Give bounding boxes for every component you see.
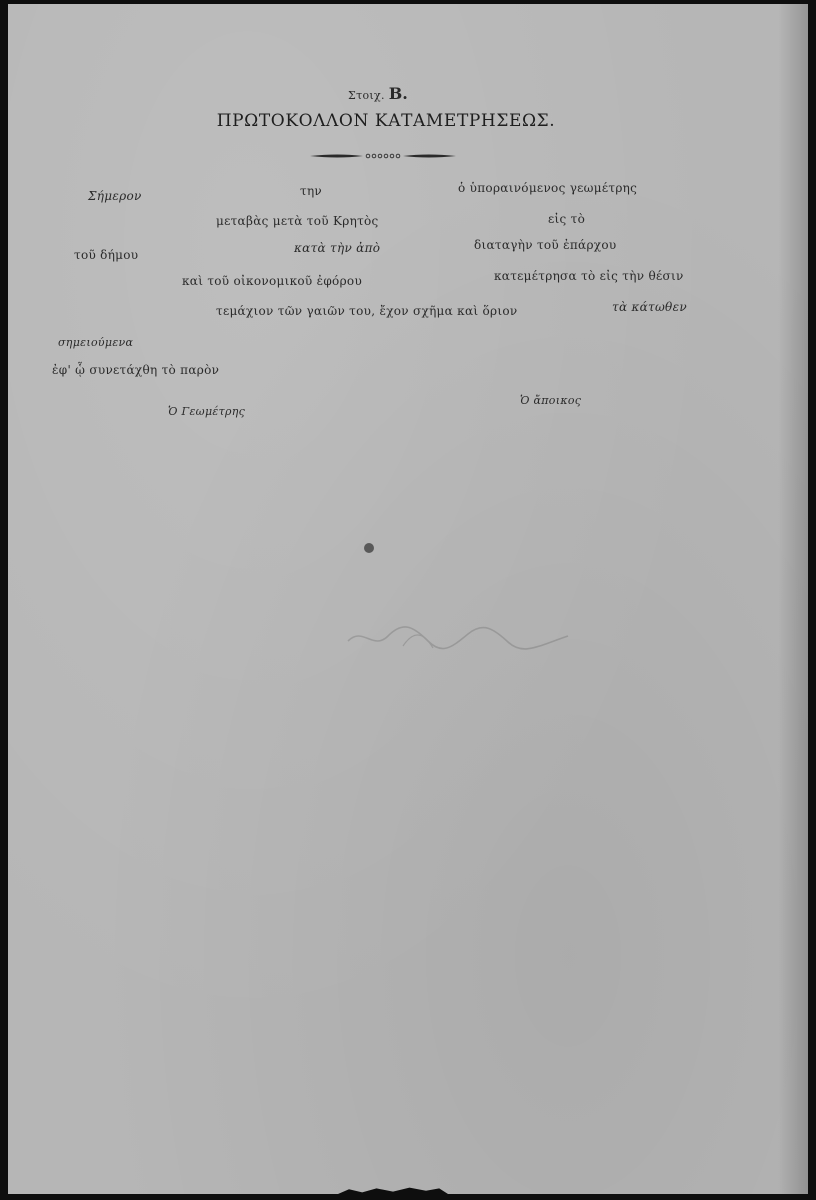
document-title: ΠΡΩΤΟΚΟΛΛΟΝ ΚΑΤΑΜΕΤΡΗΣΕΩΣ. (216, 111, 556, 131)
form-line2-right: εἰς τὸ (548, 212, 586, 226)
form-line4-left: καὶ τοῦ οἰκονομικοῦ ἐφόρου (182, 274, 363, 288)
signature-settler: Ὁ ἄποικος (520, 394, 582, 407)
form-line7: ἐφ' ᾧ συνετάχθη τὸ παρὸν (52, 363, 220, 377)
form-line4-right: κατεμέτρησα τὸ εἰς τὴν θέσιν (494, 269, 684, 283)
ink-stain (364, 543, 374, 553)
page-edge-shadow (778, 4, 808, 1194)
form-line1-right: ὁ ὑποραινόμενος γεωμέτρης (458, 181, 638, 195)
signature-geometer: Ὁ Γεωμέτρης (168, 405, 246, 418)
faded-handwriting-watermark (343, 616, 573, 656)
form-line1-mid: την (300, 184, 323, 198)
series-label (348, 84, 408, 103)
series-letter: Β. (388, 84, 408, 103)
form-line3-right: διαταγὴν τοῦ ἐπάρχου (474, 238, 617, 252)
form-line3-mid: κατὰ τὴν ἀπὸ (294, 241, 381, 255)
title-ornament (308, 151, 458, 161)
document-page (8, 4, 808, 1194)
form-line5-left: τεμάχιον τῶν γαιῶν του, ἔχον σχῆμα καὶ ὅριον (216, 304, 518, 318)
series-label-text: Στοιχ. (348, 89, 385, 102)
form-line1-left: Σήμερον (88, 189, 142, 203)
form-line6: σημειούμενα (58, 336, 134, 349)
form-line5-right: τὰ κάτωθεν (612, 300, 687, 314)
page-tear (338, 1186, 448, 1194)
form-line2-left: μεταβὰς μετὰ τοῦ Κρητὸς (216, 214, 379, 228)
form-line3-left: τοῦ δήμου (74, 248, 139, 262)
